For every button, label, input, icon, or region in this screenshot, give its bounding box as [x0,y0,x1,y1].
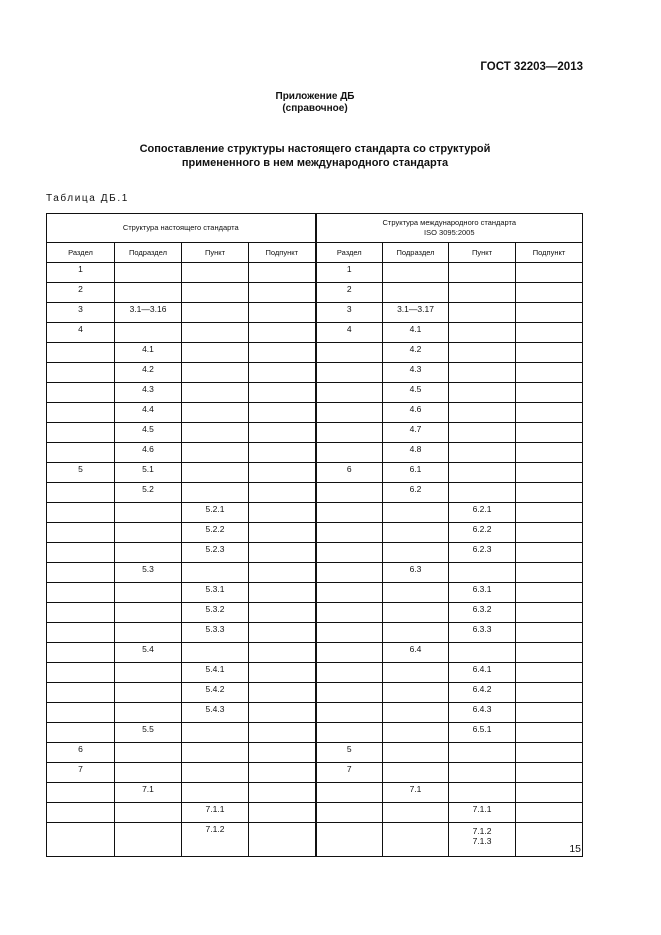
column-header-row [47,243,583,263]
table-cell: 4.8 [383,443,449,463]
table-cell [516,683,583,703]
table-cell: 7 [316,763,383,783]
table-cell [449,483,516,503]
table-cell [383,803,449,823]
table-cell [47,603,115,623]
table-cell [115,763,182,783]
table-cell: 5.2 [115,483,182,503]
table-cell [249,443,316,463]
table-row [47,743,583,763]
table-row [47,803,583,823]
table-cell [449,403,516,423]
annex-subtitle: (справочное) [282,103,348,114]
table-cell [316,383,383,403]
group-header-row [47,214,583,243]
table-cell [383,583,449,603]
table-cell: 4.2 [383,343,449,363]
table-cell: 1 [316,263,383,283]
table-cell [383,823,449,857]
table-cell [182,483,249,503]
table-cell [115,703,182,723]
annex-title: Приложение ДБ [275,91,355,102]
table-cell [182,423,249,443]
table-cell [516,723,583,743]
table-cell: 7.1.1 [182,803,249,823]
table-cell [182,263,249,283]
table-cell [449,363,516,383]
table-cell: 5.2.1 [182,503,249,523]
table-cell [316,703,383,723]
table-cell-line: 7.1.3 [472,836,492,846]
table-cell [449,823,516,857]
table-cell [449,463,516,483]
table-cell [47,823,115,857]
table-cell: 5.3.3 [182,623,249,643]
table-cell [449,743,516,763]
table-cell [115,583,182,603]
table-cell: 5.4.2 [182,683,249,703]
table-cell [47,443,115,463]
table-row [47,643,583,663]
table-cell: 5.4.1 [182,663,249,683]
table-cell [249,283,316,303]
table-cell [316,483,383,503]
table-cell [249,543,316,563]
table-row [47,503,583,523]
table-cell [316,623,383,643]
table-cell [316,503,383,523]
table-cell: 4.3 [115,383,182,403]
table-cell [249,303,316,323]
table-cell [316,563,383,583]
table-label: Таблица ДБ.1 [46,193,129,204]
table-cell [47,563,115,583]
table-cell [249,403,316,423]
table-row [47,543,583,563]
table-cell: 4.7 [383,423,449,443]
table-cell [249,823,316,857]
table-cell [249,323,316,343]
table-cell [383,503,449,523]
table-cell [383,283,449,303]
table-cell [516,503,583,523]
table-cell-line: 7.1.2 [472,826,492,836]
document-heading [0,142,630,170]
table-row [47,663,583,683]
table-cell: 6.2.2 [449,523,516,543]
table-cell [383,703,449,723]
table-cell [449,323,516,343]
table-cell [249,483,316,503]
table-row [47,523,583,543]
column-header: Пункт [182,243,249,263]
table-row [47,583,583,603]
table-cell [449,643,516,663]
table-cell [316,783,383,803]
table-cell [47,623,115,643]
table-cell: 5 [316,743,383,763]
table-cell [316,363,383,383]
table-cell [516,463,583,483]
table-cell [47,423,115,443]
table-cell [47,503,115,523]
table-cell: 6.5.1 [449,723,516,743]
table-cell [383,623,449,643]
table-cell [449,383,516,403]
table-cell: 6.4 [383,643,449,663]
table-cell [115,283,182,303]
table-cell [316,543,383,563]
table-cell [47,803,115,823]
table-cell: 6.2 [383,483,449,503]
table-cell [449,303,516,323]
table-cell [516,363,583,383]
table-cell [249,663,316,683]
table-cell [182,563,249,583]
table-cell [383,683,449,703]
table-cell [516,343,583,363]
table-cell [449,563,516,583]
table-cell: 6.4.2 [449,683,516,703]
table-cell: 7.1 [383,783,449,803]
column-header: Подпункт [516,243,583,263]
table-cell [516,743,583,763]
table-cell: 6.4.1 [449,663,516,683]
table-cell [182,763,249,783]
table-cell [383,603,449,623]
table-cell [316,523,383,543]
table-cell [249,683,316,703]
table-row [47,463,583,483]
table-cell: 5.4 [115,643,182,663]
table-cell [249,563,316,583]
table-row [47,323,583,343]
annex-block [0,91,630,115]
table-cell: 4.5 [383,383,449,403]
table-row [47,303,583,323]
table-cell [115,523,182,543]
table-cell [115,823,182,857]
table-cell [182,463,249,483]
table-cell [182,383,249,403]
table-cell [182,783,249,803]
table-cell [383,523,449,543]
table-cell: 4.2 [115,363,182,383]
table-cell [316,823,383,857]
comparison-table [46,213,583,857]
table-cell [449,783,516,803]
table-cell [316,443,383,463]
table-cell [47,783,115,803]
column-header: Подраздел [115,243,182,263]
table-cell [516,423,583,443]
page-number: 15 [569,843,581,855]
table-cell [383,763,449,783]
table-cell [516,623,583,643]
table-cell: 5 [47,463,115,483]
table-row [47,603,583,623]
table-cell [115,503,182,523]
table-row [47,483,583,503]
table-cell [516,543,583,563]
table-cell [47,543,115,563]
table-row [47,783,583,803]
table-cell [115,803,182,823]
table-row [47,343,583,363]
table-cell: 7 [47,763,115,783]
table-cell: 4 [47,323,115,343]
table-cell [182,743,249,763]
table-cell: 4.1 [383,323,449,343]
table-cell [516,303,583,323]
table-cell [316,423,383,443]
column-header: Подраздел [383,243,449,263]
table-cell [249,343,316,363]
table-cell: 5.3.2 [182,603,249,623]
table-cell: 2 [47,283,115,303]
table-cell [47,583,115,603]
table-cell: 6.4.3 [449,703,516,723]
table-cell [182,303,249,323]
table-cell [516,663,583,683]
table-cell [115,323,182,343]
table-cell [47,643,115,663]
table-cell [182,363,249,383]
table-cell [316,683,383,703]
table-cell [316,343,383,363]
table-cell [249,383,316,403]
table-cell [316,583,383,603]
table-cell [516,323,583,343]
table-cell [249,423,316,443]
column-header: Пункт [449,243,516,263]
table-cell: 6.3.1 [449,583,516,603]
table-cell [115,263,182,283]
table-cell [249,723,316,743]
table-cell [115,543,182,563]
table-cell [249,623,316,643]
table-cell: 7.1.1 [449,803,516,823]
table-cell: 1 [47,263,115,283]
table-cell [249,803,316,823]
table-cell [249,503,316,523]
table-cell: 3.1—3.17 [383,303,449,323]
table-row [47,723,583,743]
table-row [47,443,583,463]
standard-code: ГОСТ 32203—2013 [480,61,583,73]
table-cell [249,703,316,723]
table-cell [383,743,449,763]
table-cell: 3 [316,303,383,323]
group-header-national: Структура настоящего стандарта [47,214,316,243]
column-header: Раздел [316,243,383,263]
table-cell: 5.4.3 [182,703,249,723]
table-cell [115,603,182,623]
table-row [47,683,583,703]
table-cell [383,663,449,683]
table-row [47,623,583,643]
table-cell [516,783,583,803]
table-cell: 5.3.1 [182,583,249,603]
table-cell [249,263,316,283]
table-cell [516,563,583,583]
table-cell: 6.2.1 [449,503,516,523]
table-cell [516,703,583,723]
table-cell [383,543,449,563]
table-row [47,703,583,723]
table-cell [47,703,115,723]
table-cell: 5.3 [115,563,182,583]
table-row [47,283,583,303]
table-cell: 5.2.3 [182,543,249,563]
table-cell: 3 [47,303,115,323]
table-cell: 6.3 [383,563,449,583]
table-cell: 6 [47,743,115,763]
table-cell [182,323,249,343]
table-cell: 3.1—3.16 [115,303,182,323]
column-header: Подпункт [249,243,316,263]
table-cell [182,403,249,423]
heading-line-1: Сопоставление структуры настоящего стандарта со структурой [139,143,491,155]
table-cell [115,683,182,703]
table-cell [182,343,249,363]
table-row [47,383,583,403]
table-cell [47,523,115,543]
table-cell [115,743,182,763]
table-cell: 7.1 [115,783,182,803]
table-cell [516,523,583,543]
table-cell [516,603,583,623]
table-cell: 6.2.3 [449,543,516,563]
table-cell [516,283,583,303]
table-cell [449,443,516,463]
table-cell [383,723,449,743]
table-cell: 6.3.3 [449,623,516,643]
table-cell [47,683,115,703]
table-cell: 4.6 [115,443,182,463]
table-cell [316,603,383,623]
table-cell [316,643,383,663]
table-cell: 6 [316,463,383,483]
table-cell [249,643,316,663]
table-cell: 6.3.2 [449,603,516,623]
table-cell [516,583,583,603]
table-cell: 4.3 [383,363,449,383]
table-cell [316,403,383,423]
table-cell [516,443,583,463]
table-cell [249,523,316,543]
column-header: Раздел [47,243,115,263]
table-cell [47,723,115,743]
table-cell [316,663,383,683]
group-header-international-title: Структура международного стандарта [382,218,517,227]
table-cell [449,283,516,303]
table-cell [516,403,583,423]
table-cell [516,483,583,503]
table-cell [516,263,583,283]
table-cell [449,343,516,363]
table-cell: 2 [316,283,383,303]
table-cell [182,443,249,463]
table-cell [249,783,316,803]
table-cell: 4.5 [115,423,182,443]
table-cell [449,423,516,443]
table-cell: 4.4 [115,403,182,423]
table-row [47,763,583,783]
table-cell [47,663,115,683]
table-cell [47,343,115,363]
table-cell [182,643,249,663]
group-header-international-standard: ISO 3095:2005 [424,228,475,237]
table-cell [449,263,516,283]
table-cell [249,463,316,483]
table-row [47,363,583,383]
heading-line-2: примененного в нем международного стандарта [181,157,449,169]
table-cell [47,403,115,423]
table-cell [249,763,316,783]
table-cell [47,483,115,503]
table-cell: 4 [316,323,383,343]
table-cell: 6.1 [383,463,449,483]
table-cell: 5.1 [115,463,182,483]
table-cell [316,723,383,743]
table-cell [115,663,182,683]
table-cell [249,603,316,623]
table-cell [316,803,383,823]
table-cell [249,363,316,383]
table-cell [516,643,583,663]
table-cell: 5.5 [115,723,182,743]
table-cell: 5.2.2 [182,523,249,543]
table-cell [249,743,316,763]
table-row [47,263,583,283]
table-cell [516,383,583,403]
table-cell [115,623,182,643]
group-header-international [316,214,583,243]
table-row [47,403,583,423]
table-cell [47,383,115,403]
table-row [47,823,583,857]
table-cell [182,283,249,303]
table-cell: 4.1 [115,343,182,363]
table-cell: 7.1.2 [182,823,249,857]
table-cell [182,723,249,743]
table-row [47,563,583,583]
table-row [47,423,583,443]
table-cell [516,803,583,823]
table-cell [449,763,516,783]
table-cell [383,263,449,283]
table-cell: 4.6 [383,403,449,423]
table-cell [47,363,115,383]
table-body [47,263,583,857]
table-cell [249,583,316,603]
table-cell [516,763,583,783]
